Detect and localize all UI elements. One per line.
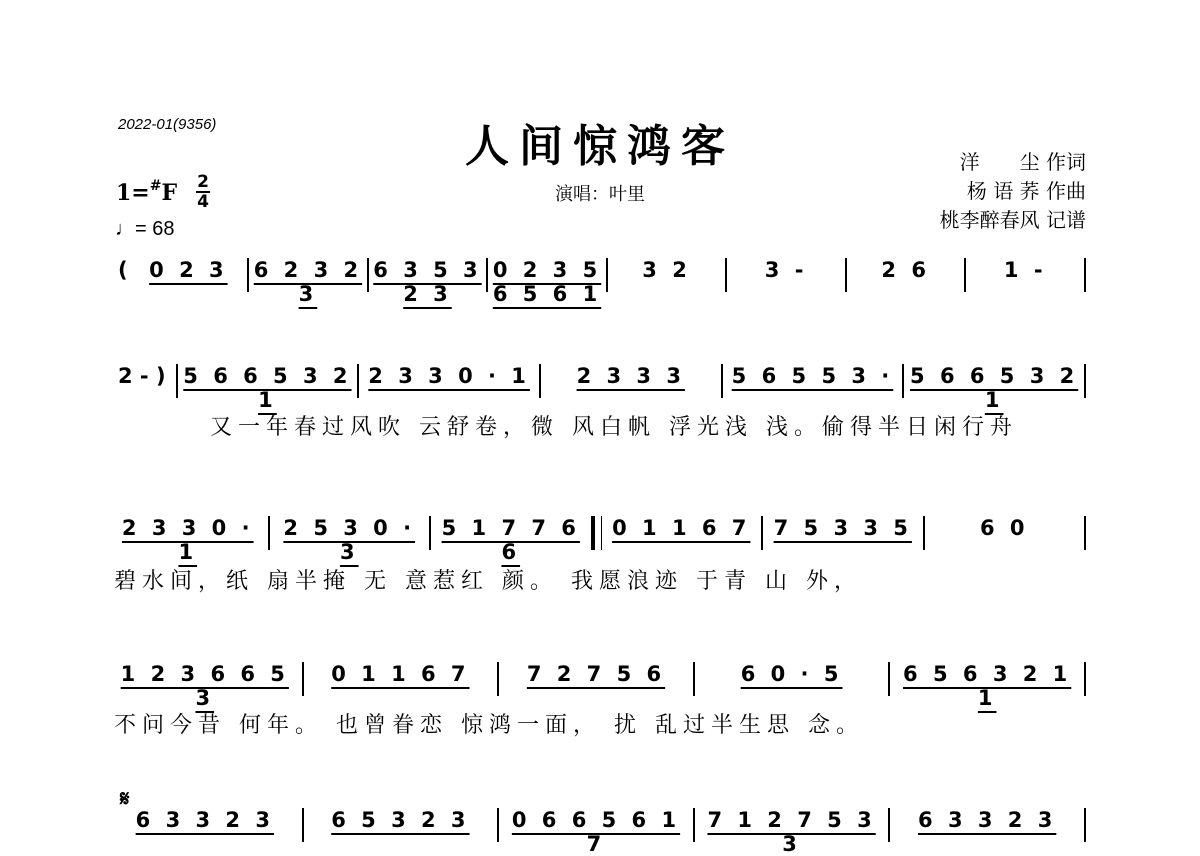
barline (367, 258, 369, 292)
measure: 2 3 3 0 · 1 (121, 516, 254, 564)
barline (845, 258, 847, 292)
measure: 3 2 (642, 258, 691, 282)
transcriber-credit: 桃李醉春风 记谱 (939, 208, 1086, 232)
barline (302, 662, 304, 696)
measure: 6 3 3 2 3 (135, 808, 274, 832)
barline (539, 364, 541, 398)
measure: 0 2 3 5 6 5 6 1 (492, 258, 602, 306)
barline (1084, 516, 1086, 550)
measure: 0 6 6 5 6 1 7 (511, 808, 681, 856)
barline (902, 364, 904, 398)
score-system-2 (112, 364, 1090, 412)
key-signature (116, 178, 177, 206)
credits-block (940, 148, 1086, 235)
measure: 5 6 5 5 3 · (731, 364, 894, 388)
measure: 5 6 6 5 3 2 1 (910, 364, 1079, 412)
open-paren: ( (118, 258, 128, 282)
barline (721, 364, 723, 398)
barline (693, 662, 695, 696)
measure: 6 5 3 2 3 (331, 808, 470, 832)
score-system-5 (112, 808, 1090, 856)
measure: 0 1 1 6 7 (612, 516, 751, 540)
barline (923, 516, 925, 550)
barline (1084, 662, 1086, 696)
barline (302, 808, 304, 842)
measure: 0 1 1 6 7 (331, 662, 470, 686)
measure: 0 2 3 (149, 258, 228, 282)
barline (176, 364, 178, 398)
barline (606, 258, 608, 292)
lyric-line-1: 又一年春过风吹 云舒卷，微 风白帆 浮光浅 浅。偷得半日闲行舟 (210, 415, 1018, 440)
barline (693, 808, 695, 842)
time-bottom: 4 (197, 192, 209, 212)
sharp-sign: # (149, 178, 162, 194)
score-system-3 (112, 516, 1090, 564)
barline (888, 662, 890, 696)
barline (1084, 808, 1086, 842)
barline (497, 662, 499, 696)
tempo-marking: ♩= 68 (115, 218, 175, 240)
barline (1084, 258, 1086, 292)
key-prefix: 1= (116, 180, 150, 206)
composer-credit: 杨 语 荞 作曲 (966, 179, 1086, 203)
measure: 6 5 6 3 2 1 1 (903, 662, 1072, 710)
barline (268, 516, 270, 550)
measure: 7 2 7 5 6 (526, 662, 666, 686)
lyric-line-2: 碧水间，纸 扇半掩 无 意惹红 颜。 我愿浪迹 于青 山 外， (114, 569, 862, 594)
barline (964, 258, 966, 292)
barline (357, 364, 359, 398)
score-system-1 (112, 258, 1090, 306)
barline (761, 516, 763, 550)
singer-credit: 演唱：叶里 (555, 184, 645, 205)
serial-number: 2022-01(9356) (118, 116, 217, 133)
measure: 6 0 · 5 (740, 662, 843, 686)
measure: 2 6 (881, 258, 930, 282)
measure: 3 - (764, 258, 808, 282)
segno-sign: 𝄋 (120, 786, 130, 811)
measure: 5 1 7 7 6 6 (441, 516, 580, 564)
time-signature (196, 174, 210, 210)
measure: 1 - (1003, 258, 1047, 282)
measure: 6 2 3 2 3 (253, 258, 363, 306)
closing-rest: 2 - ) (118, 364, 166, 388)
lyric-line-3: 不问今昔 何年。 也曾眷恋 惊鸿一面， 扰 乱过半生思 念。 (114, 713, 864, 738)
barline (429, 516, 431, 550)
measure: 6 3 3 2 3 (918, 808, 1057, 832)
measure: 7 5 3 3 5 (773, 516, 912, 540)
barline (725, 258, 727, 292)
barline (486, 258, 488, 292)
barline (1084, 364, 1086, 398)
measure: 6 3 5 3 2 3 (373, 258, 482, 306)
score-system-4 (112, 662, 1090, 710)
key-note: F (161, 180, 178, 206)
measure: 6 0 (979, 516, 1029, 540)
barline (888, 808, 890, 842)
time-top: 2 (197, 172, 209, 192)
repeat-barline (591, 516, 602, 550)
measure: 7 1 2 7 5 3 3 (707, 808, 876, 856)
song-title: 人间惊鸿客 (465, 121, 735, 172)
barline (497, 808, 499, 842)
lyricist-credit: 洋 尘 作词 (959, 150, 1086, 174)
measure: 2 3 3 3 (576, 364, 685, 388)
measure: 1 2 3 6 6 5 3 (120, 662, 289, 710)
measure: 5 6 6 5 3 2 1 (183, 364, 352, 412)
barline (247, 258, 249, 292)
measure: 2 5 3 0 · 3 (283, 516, 416, 564)
measure: 2 3 3 0 · 1 (368, 364, 530, 388)
